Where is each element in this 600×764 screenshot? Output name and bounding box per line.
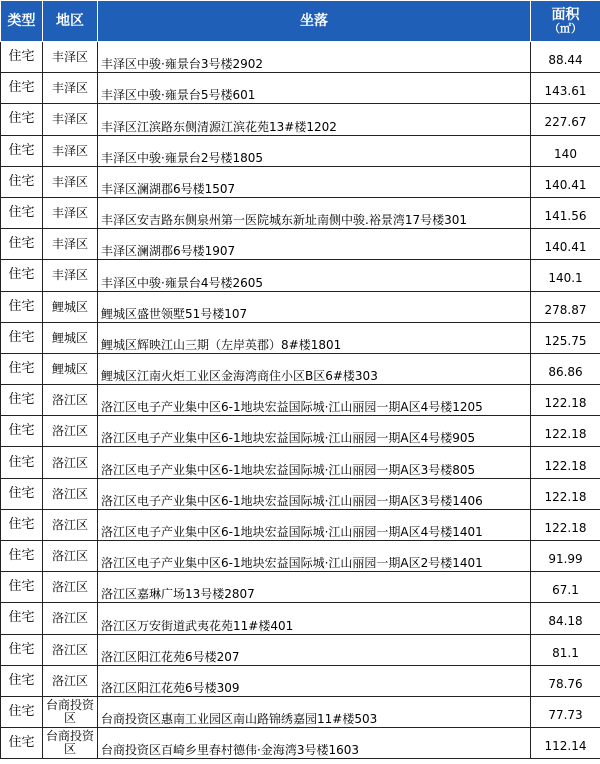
cell-area: 140.41 — [531, 229, 600, 260]
cell-area: 122.18 — [531, 447, 600, 478]
cell-district: 洛江区 — [43, 603, 98, 634]
cell-area: 122.18 — [531, 416, 600, 447]
header-type: 类型 — [1, 1, 43, 42]
cell-type: 住宅 — [1, 353, 43, 384]
cell-area: 122.18 — [531, 385, 600, 416]
cell-district: 洛江区 — [43, 447, 98, 478]
cell-address: 丰泽区澜湖郡6号楼1507 — [98, 166, 531, 197]
cell-address: 台商投资区惠南工业园区南山路锦绣嘉园11#楼503 — [98, 696, 531, 727]
cell-district: 丰泽区 — [43, 104, 98, 135]
table-row — [1, 447, 600, 478]
cell-district: 丰泽区 — [43, 166, 98, 197]
cell-type: 住宅 — [1, 166, 43, 197]
cell-district: 丰泽区 — [43, 197, 98, 228]
cell-type: 住宅 — [1, 229, 43, 260]
table-row — [1, 291, 600, 322]
table-row — [1, 260, 600, 291]
cell-type: 住宅 — [1, 665, 43, 696]
table-row — [1, 634, 600, 665]
cell-area: 67.1 — [531, 572, 600, 603]
cell-area: 122.18 — [531, 509, 600, 540]
cell-district: 洛江区 — [43, 572, 98, 603]
cell-address: 洛江区电子产业集中区6-1地块宏益国际城·江山丽园一期A区3号楼1406 — [98, 478, 531, 509]
table-row — [1, 541, 600, 572]
table-row — [1, 135, 600, 166]
cell-area: 81.1 — [531, 634, 600, 665]
cell-district: 洛江区 — [43, 416, 98, 447]
table-row — [1, 509, 600, 540]
cell-area: 227.67 — [531, 104, 600, 135]
header-area-unit: （㎡） — [549, 21, 582, 35]
cell-address: 鲤城区盛世领墅51号楼107 — [98, 291, 531, 322]
cell-type: 住宅 — [1, 135, 43, 166]
cell-district: 丰泽区 — [43, 42, 98, 73]
cell-address: 鲤城区江南火炬工业区金海湾商住小区B区6#楼303 — [98, 353, 531, 384]
cell-area: 91.99 — [531, 541, 600, 572]
cell-district: 鲤城区 — [43, 291, 98, 322]
cell-district: 洛江区 — [43, 665, 98, 696]
table-body — [1, 42, 600, 759]
cell-type: 住宅 — [1, 447, 43, 478]
cell-district: 丰泽区 — [43, 73, 98, 104]
cell-type: 住宅 — [1, 541, 43, 572]
cell-district: 洛江区 — [43, 509, 98, 540]
table-row — [1, 603, 600, 634]
cell-type: 住宅 — [1, 42, 43, 73]
cell-type: 住宅 — [1, 322, 43, 353]
cell-address: 丰泽区江滨路东侧清源江滨花苑13#楼1202 — [98, 104, 531, 135]
header-area-label: 面积 — [551, 6, 580, 23]
cell-district: 洛江区 — [43, 385, 98, 416]
cell-type: 住宅 — [1, 291, 43, 322]
cell-type: 住宅 — [1, 696, 43, 727]
table-row — [1, 696, 600, 727]
cell-area: 125.75 — [531, 322, 600, 353]
table-row — [1, 353, 600, 384]
cell-district: 台商投资区 — [43, 728, 98, 759]
cell-address: 丰泽区安吉路东侧泉州第一医院城东新址南侧中骏.裕景湾17号楼301 — [98, 197, 531, 228]
cell-area: 77.73 — [531, 696, 600, 727]
cell-type: 住宅 — [1, 603, 43, 634]
table-row — [1, 322, 600, 353]
cell-area: 278.87 — [531, 291, 600, 322]
cell-type: 住宅 — [1, 509, 43, 540]
cell-address: 台商投资区百崎乡里春村德伟·金海湾3号楼1603 — [98, 728, 531, 759]
cell-address: 洛江区万安街道武夷花苑11#楼401 — [98, 603, 531, 634]
cell-area: 140 — [531, 135, 600, 166]
cell-district: 鲤城区 — [43, 353, 98, 384]
cell-area: 140.1 — [531, 260, 600, 291]
cell-district: 洛江区 — [43, 634, 98, 665]
cell-type: 住宅 — [1, 260, 43, 291]
cell-address: 洛江区阳江花苑6号楼309 — [98, 665, 531, 696]
table-row — [1, 478, 600, 509]
table-row — [1, 572, 600, 603]
table-row — [1, 385, 600, 416]
cell-type: 住宅 — [1, 416, 43, 447]
cell-address: 鲤城区辉映江山三期（左岸英郡）8#楼1801 — [98, 322, 531, 353]
table-row — [1, 665, 600, 696]
cell-type: 住宅 — [1, 572, 43, 603]
cell-area: 141.56 — [531, 197, 600, 228]
cell-district: 洛江区 — [43, 541, 98, 572]
cell-type: 住宅 — [1, 634, 43, 665]
cell-address: 丰泽区中骏·雍景台3号楼2902 — [98, 42, 531, 73]
cell-area: 140.41 — [531, 166, 600, 197]
table-header-row — [1, 1, 600, 42]
cell-address: 洛江区阳江花苑6号楼207 — [98, 634, 531, 665]
cell-area: 86.86 — [531, 353, 600, 384]
cell-address: 丰泽区中骏·雍景台5号楼601 — [98, 73, 531, 104]
cell-area: 78.76 — [531, 665, 600, 696]
cell-area: 143.61 — [531, 73, 600, 104]
cell-type: 住宅 — [1, 385, 43, 416]
cell-type: 住宅 — [1, 728, 43, 759]
cell-address: 洛江区电子产业集中区6-1地块宏益国际城·江山丽园一期A区3号楼805 — [98, 447, 531, 478]
table-row — [1, 416, 600, 447]
cell-district: 丰泽区 — [43, 135, 98, 166]
cell-address: 丰泽区中骏·雍景台4号楼2605 — [98, 260, 531, 291]
cell-type: 住宅 — [1, 197, 43, 228]
cell-district: 鲤城区 — [43, 322, 98, 353]
cell-address: 洛江区电子产业集中区6-1地块宏益国际城·江山丽园一期A区4号楼905 — [98, 416, 531, 447]
header-address: 坐落 — [98, 1, 531, 42]
table-row — [1, 197, 600, 228]
cell-area: 112.14 — [531, 728, 600, 759]
table-row — [1, 73, 600, 104]
cell-address: 洛江区电子产业集中区6-1地块宏益国际城·江山丽园一期A区4号楼1205 — [98, 385, 531, 416]
cell-address: 丰泽区澜湖郡6号楼1907 — [98, 229, 531, 260]
cell-address: 洛江区电子产业集中区6-1地块宏益国际城·江山丽园一期A区2号楼1401 — [98, 541, 531, 572]
header-district: 地区 — [43, 1, 98, 42]
table-row — [1, 42, 600, 73]
cell-type: 住宅 — [1, 104, 43, 135]
cell-area: 122.18 — [531, 478, 600, 509]
cell-district: 丰泽区 — [43, 260, 98, 291]
table-row — [1, 166, 600, 197]
table-row — [1, 104, 600, 135]
cell-address: 丰泽区中骏·雍景台2号楼1805 — [98, 135, 531, 166]
cell-type: 住宅 — [1, 73, 43, 104]
table-row — [1, 728, 600, 759]
header-area — [531, 1, 600, 42]
cell-area: 84.18 — [531, 603, 600, 634]
cell-address: 洛江区电子产业集中区6-1地块宏益国际城·江山丽园一期A区4号楼1401 — [98, 509, 531, 540]
cell-area: 88.44 — [531, 42, 600, 73]
cell-district: 台商投资区 — [43, 696, 98, 727]
cell-district: 洛江区 — [43, 478, 98, 509]
cell-district: 丰泽区 — [43, 229, 98, 260]
cell-type: 住宅 — [1, 478, 43, 509]
cell-address: 洛江区嘉琳广场13号楼2807 — [98, 572, 531, 603]
table-row — [1, 229, 600, 260]
